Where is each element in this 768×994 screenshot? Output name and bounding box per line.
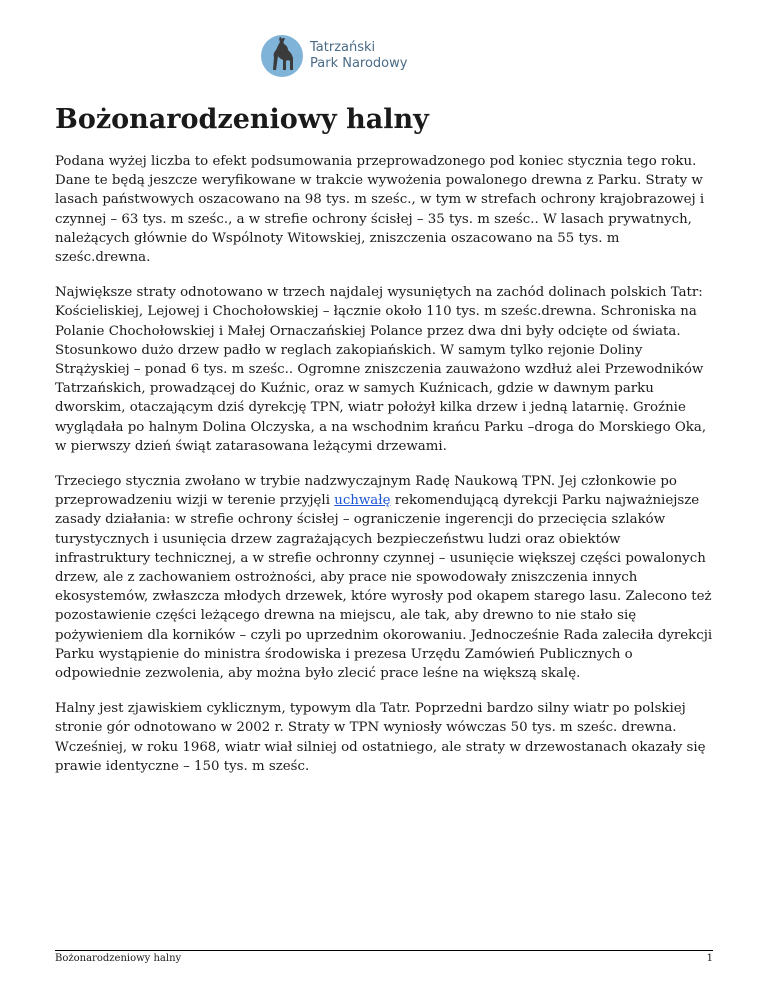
logo-line-2: Park Narodowy [310,56,408,71]
logo-line-1: Tatrzański [310,40,376,55]
article-body [55,152,717,792]
paragraph-3-text-before: Trzeciego stycznia zwołano w trybie nadzwyczajnym Radę Naukową TPN. Jej członkowie po przeprowadzeniu wizji w terenie przyjęli [55,474,677,509]
park-logo [260,34,407,78]
paragraph-1: Podana wyżej liczba to efekt podsumowania przeprowadzonego pod koniec stycznia tego roku. Dane te będą jeszcze weryfikowane w trakcie wywożenia powalonego drewna z Parku. Straty w lasach państwowych oszacowano na 98 tys. m sześc., w tym w strefach ochrony krajobrazowej i czynnej – 63 tys. m sześc., a w strefie ochrony ścisłej – 35 tys. m sześc.. W lasach prywatnych, należących głównie do Wspólnoty Witowskiej, zniszczenia oszacowano na 55 tys. m sześc.drewna. [55,154,705,266]
footer-title: Bożonarodzeniowy halny [55,953,182,964]
page-number: 1 [706,953,713,964]
page-title: Bożonarodzeniowy halny [55,104,429,135]
logo-text [310,40,407,72]
footer-divider [55,950,713,951]
paragraph-4: Halny jest zjawiskiem cyklicznym, typowym dla Tatr. Poprzedni bardzo silny wiatr po polskiej stronie gór odnotowano w 2002 r. Straty w TPN wyniosły wówczas 50 tys. m sześc. drewna. Wcześniej, w roku 1968, wiatr wiał silniej od ostatniego, ale straty w drzewostanach okazały się prawie identyczne – 150 tys. m sześc. [55,701,706,774]
chamois-logo-icon [260,34,304,78]
paragraph-2: Największe straty odnotowano w trzech najdalej wysuniętych na zachód dolinach polskich Tatr: Kościeliskiej, Lejowej i Chochołowskiej – łącznie około 110 tys. m sześc.drewna. Schroniska na Polanie Chochołowskiej i Małej Ornaczańskiej Polance przez dwa dni były odcięte od świata. Stosunkowo dużo drzew padło w reglach zakopiańskich. W samym tylko rejonie Doliny Strążyskiej – ponad 6 tys. m sześc.. Ogromne zniszczenia zauważono wzdłuż alei Przewodników Tatrzańskich, prowadzącej do Kuźnic, oraz w samych Kuźnicach, gdzie w dawnym parku dworskim, otaczającym dziś dyrekcję TPN, wiatr położył kilka drzew i jedną latarnię. Groźnie wyglądała po halnym Dolina Olczyska, a na wschodnim krańcu Parku –droga do Morskiego Oka, w pierwszy dzień świąt zatarasowana leżącymi drzewami. [55,285,707,454]
paragraph-3-text-after: rekomendującą dyrekcji Parku najważniejsze zasady działania: w strefie ochrony ścisłej – ograniczenie ingerencji do przecięcia szlaków turystycznych i usunięcia drzew zagrażających bezpieczeństwu ludzi oraz obiektów infrastruktury technicznej, a w strefie ochronny czynnej – usunięcie większej części powalonych drzew, ale z zachowaniem ostrożności, aby prace nie spowodowały zniszczenia innych ekosystemów, zwłaszcza młodych drzewek, które wyrosły pod okapem starego lasu. Zalecono też pozostawienie części leżącego drewna na miejscu, ale tak, aby drewno to nie stało się pożywieniem dla korników – czyli po uprzednim okorowaniu. Jednocześnie Rada zaleciła dyrekcji Parku wystąpienie do ministra środowiska i prezesa Urzędu Zamówień Publicznych o odpowiednie zezwolenia, aby można było zlecić prace leśne na większą skalę. [55,493,713,682]
resolution-link[interactable]: uchwałę [334,493,391,509]
paragraph-3 [55,472,717,683]
